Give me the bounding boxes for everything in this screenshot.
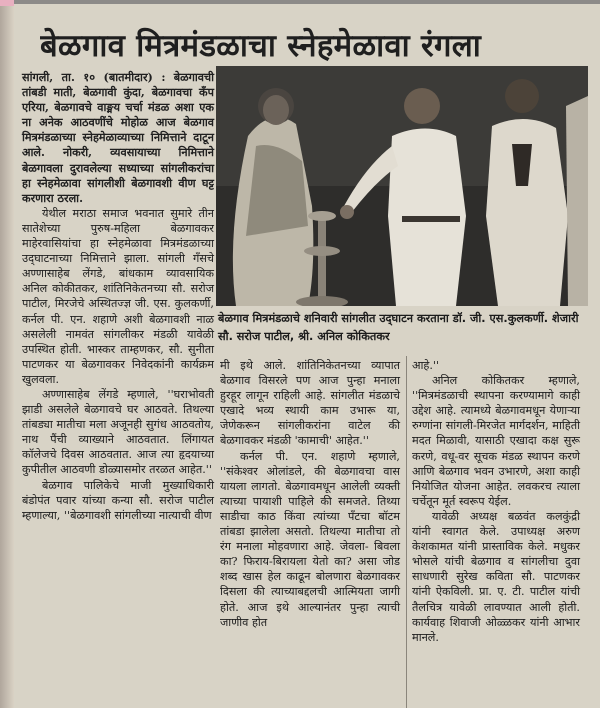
headline: बेळगाव मित्रमंडळाचा स्नेहमेळावा रंगला bbox=[40, 28, 482, 64]
paragraph: यावेळी अध्यक्ष बळवंत कलकुंद्री यांनी स्वागत केले. उपाध्यक्ष अरुण केशकामत यांनी प्रास्ताविक केले. मधुकर भोसले यांची बेळगाव व सांगलीचा दुवा साधणारी सुरेख कविता सौ. पाटणकर यांनी ऐकविली. प्रा. ए. टी. पाटील यांची तैलचित्र यावेळी लावण्यात आली होती. कार्यवाह शिवाजी ओळ्ळकर यांनी आभार मानले. bbox=[412, 509, 580, 644]
newspaper-clipping bbox=[14, 4, 600, 708]
lead-text: बेळगावची तांबडी माती, बेळगावी कुंदा, बेळगावचा कँप एरिया, बेळगावचे वाङ्मय चर्चा मंडळ अशा एक ना अनेक आठवणींचे मोहोळ आज बेळगाव मित्रमंडळाच्या स्नेहमेळाव्याच्या निमित्ताने दाटून आले. नोकरी, व्यवसायाच्या निमित्ताने बेळगावला दुरावलेल्या सध्याच्या सांगलीकरांचा हा स्नेहमेळावा सांगलीशी बेळगावशी वीण घट्ट करणारा ठरला. bbox=[22, 70, 214, 205]
lead-paragraph bbox=[22, 70, 214, 206]
column-1 bbox=[22, 70, 214, 523]
paragraph: अण्णासाहेब लेंगडे म्हणाले, ''घराभोवती झाडी असलेले बेळगावचे घर आठवते. तिथल्या तांबड्या मातीचा मला अजूनही सुगंध आठवतोय, नाथ पैंची व्याख्याने आठवतात. लिंगायत कॉलेजचे दिवस आठवतात. आज त्या हृदयाच्या कुपीतील आठवणी डोळ्यासमोर तरळत आहेत.'' bbox=[22, 387, 214, 477]
column-3 bbox=[412, 358, 580, 645]
photo-caption: बेळगाव मित्रमंडळाचे शनिवारी सांगलीत उद्‌घाटन करताना डॉ. जी. एस.कुलकर्णी. शेजारी सौ. सरोज पाटील, श्री. अनिल कोकितकर bbox=[218, 312, 579, 343]
column-divider bbox=[406, 356, 407, 708]
paragraph: अनिल कोकितकर म्हणाले, ''मित्रमंडळाची स्थापना करण्यामागे काही उद्देश आहे. त्यामध्ये बेळगावमधून येणाऱ्या रुग्णांना सांगली-मिरजेत मार्गदर्शन, माहिती मदत मिळावी, यासाठी एखादा कक्ष सुरू करणे, वधू-वर सूचक मंडळ स्थापन करणे आणि बेळगाव भवन उभारणे, अशा काही नियोजित योजना आहेत. लवकरच त्याला चर्चेतून मूर्त स्वरूप येईल. bbox=[412, 374, 580, 508]
paragraph: आहे.'' bbox=[412, 359, 440, 372]
paragraph: येथील मराठा समाज भवनात सुमारे तीन सातेशेच्या पुरुष-महिला बेळगावकर माहेरवासियांचा हा स्नेहमेळावा मित्रमंडळाच्या उद्‌घाटनाच्या निमित्ताने झाला. सांगली गँसचे अण्णासाहेब लेंगडे, बांधकाम व्यावसायिक अनिल कोकीतकर, शांतिनिकेतनच्या सौ. सरोज पाटील, मिरजेचे अस्थितज्ज्ञ जी. एस. कुलकर्णी, कर्नल पी. एन. शहाणे अशी बेळगावशी नाळ असलेली नामवंत सांगलीकर मंडळी यावेळी उपस्थित होती. भास्कर ताम्हणकर, सौ. सुनीता पाटणकर या बेळगावकर निवेदकांनी कार्यक्रम खुलवला. bbox=[22, 206, 214, 386]
news-photo bbox=[216, 66, 588, 306]
photo-scene bbox=[216, 66, 588, 306]
paragraph: मी इथे आले. शांतिनिकेतनच्या व्यापात बेळगाव विसरले पण आज पुन्हा मनाला हुरहूर लागून राहिली आहे. सांगलीत मंडळाचे एखादे भव्य स्थायी काम उभारू या, जेणेकरून सांगलीकरांना वाटेल की बेळगावकर मंडळी 'कामाची' आहेत.'' bbox=[220, 359, 400, 448]
dateline: सांगली, ता. १० (बातमीदार) : bbox=[22, 70, 166, 84]
pink-tab bbox=[0, 0, 14, 6]
paragraph: बेळगाव पालिकेचे माजी मुख्याधिकारी बंडोपंत पवार यांच्या कन्या सौ. सरोज पाटील म्हणाल्या, ''बेळगावशी सांगलीच्या नात्याची वीण bbox=[22, 478, 214, 522]
paragraph: कर्नल पी. एन. शहाणे म्हणाले, ''संकेश्वर ओलांडले, की बेळगावचा वास यायला लागतो. बेळगावमधून आलेली व्यक्ती त्याच्या पायाशी पाहिले की समजते. तिथ्या साडीचा काठ किंवा त्यांच्या पँटचा बॉटम तांबडा झालेला असतो. तिथल्या मातीचा तो रंग मनाला मोहवणारा आहे. जेवला- बिवला का? फिराय-बिरायला येतो का? असा जोड शब्द खास हेल काढून बोलणारा बेळगावकर दिसला की त्याच्याबद्दलची आत्मियता जागी होते. आज इथे आल्यानंतर पुन्हा त्याची जाणीव होत bbox=[220, 449, 400, 629]
column-2 bbox=[220, 358, 400, 630]
page-edge-strip bbox=[0, 0, 14, 708]
